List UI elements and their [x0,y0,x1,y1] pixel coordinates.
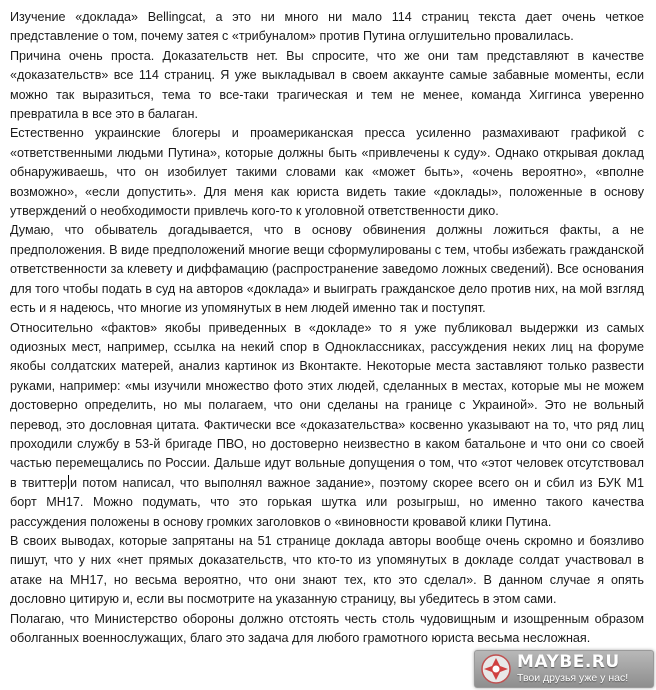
paragraph-1: Изучение «доклада» Bellingcat, а это ни много ни мало 114 страниц текста дает очень четкое представление о том, почему затея с «трибуналом» против Путина оглушительно провалилась. [10,10,644,44]
site-watermark [474,650,654,688]
paragraph-5-text-b: и потом написал, что выполнял важное задание», поэтому скорее всего он и сбил из БУК М1 борт МН17. Можно подумать, что это горькая шутка или розыгрыш, но именно такого качества рассуждения положены в основу громких заголовков о «виновности кровавой клики Путина. [10,475,644,529]
watermark-site-name: MAYBE.RU [517,652,620,672]
maybe-logo-icon [481,654,511,684]
document-body [10,8,644,648]
paragraph-5 [10,319,644,532]
paragraph-7: Полагаю, что Министерство обороны должно отстоять честь столь чудовищным и изощренным образом оболганных военнослужащих, благо это задача для любого грамотного юриста весьма несложная. [10,611,644,645]
paragraph-6: В своих выводах, которые запрятаны на 51 странице доклада авторы вообще очень скромно и боязливо пишут, что у них «нет прямых доказательств, что кто-то из упомянутых в докладе солдат участвовал в атаке на МН17, но весьма вероятно, что они знают тех, кто это сделал». В данном случае я опять дословно цитирую и, если вы посмотрите на указанную страницу, вы убедитесь в этом сами. [10,533,644,607]
paragraph-2: Причина очень проста. Доказательств нет. Вы спросите, что же они там представляют в качестве «доказательств» все 114 страниц. Я уже выкладывал в своем аккаунте самые забавные моменты, если можно так выразиться, тема то все-таки трагическая и тем не менее, команда Хиггинса уверенно превратила в все это в балаган. [10,48,644,122]
paragraph-5-text-a: Относительно «фактов» якобы приведенных в «докладе» то я уже публиковал выдержки из самых одиозных мест, например, ссылка на некий спор в Одноклассниках, рассуждения неких лиц на форуме якобы солдатских матерей, анализ картинок из Вконтакте. Некоторые места заставляют только развести руками, например: «мы изучили множество фото этих людей, сделанных в местах, которые мы не можем достоверно определить, но мы полагаем, что они сделаны на границе с Украиной». Это не вольный перевод, это дословная цитата. Фактически все «доказательства» косвенно указывают на то, что ряд лиц проходили службу в 53-й бригаде ПВО, но достоверно неизвестно в каком батальоне и что они со своей частью перемещались по России. Дальше идут вольные допущения о том, что «этот человек отсутствовал в твиттер [10,320,644,490]
paragraph-4: Думаю, что обыватель догадывается, что в основу обвинения должны ложиться факты, а не предположения. В виде предположений многие вещи сформулированы с тем, чтобы избежать гражданской ответственности за клевету и диффамацию (распространение заведомо ложных сведений). Все основания для того чтобы подать в суд на авторов «доклада» и выиграть гражданское дело против них, на мой взгляд есть и я надеюсь, что многие из упомянутых в нем людей именно так и поступят. [10,223,644,316]
watermark-slogan: Твои друзья уже у нас! [517,672,629,684]
text-cursor [68,475,69,489]
paragraph-3: Естественно украинские блогеры и проамериканская пресса усиленно размахивают графикой с «ответственными людьми Путина», которые должны быть «привлечены к суду». Однако открывая доклад обнаруживаешь, что он изобилует такими словами как «может быть», «очень вероятно», «вполне возможно», «если допустить». Для меня как юриста видеть такие «доклады», положенные в основу утверждений о необходимости привлечь кого-то к уголовной ответственности дико. [10,126,644,219]
